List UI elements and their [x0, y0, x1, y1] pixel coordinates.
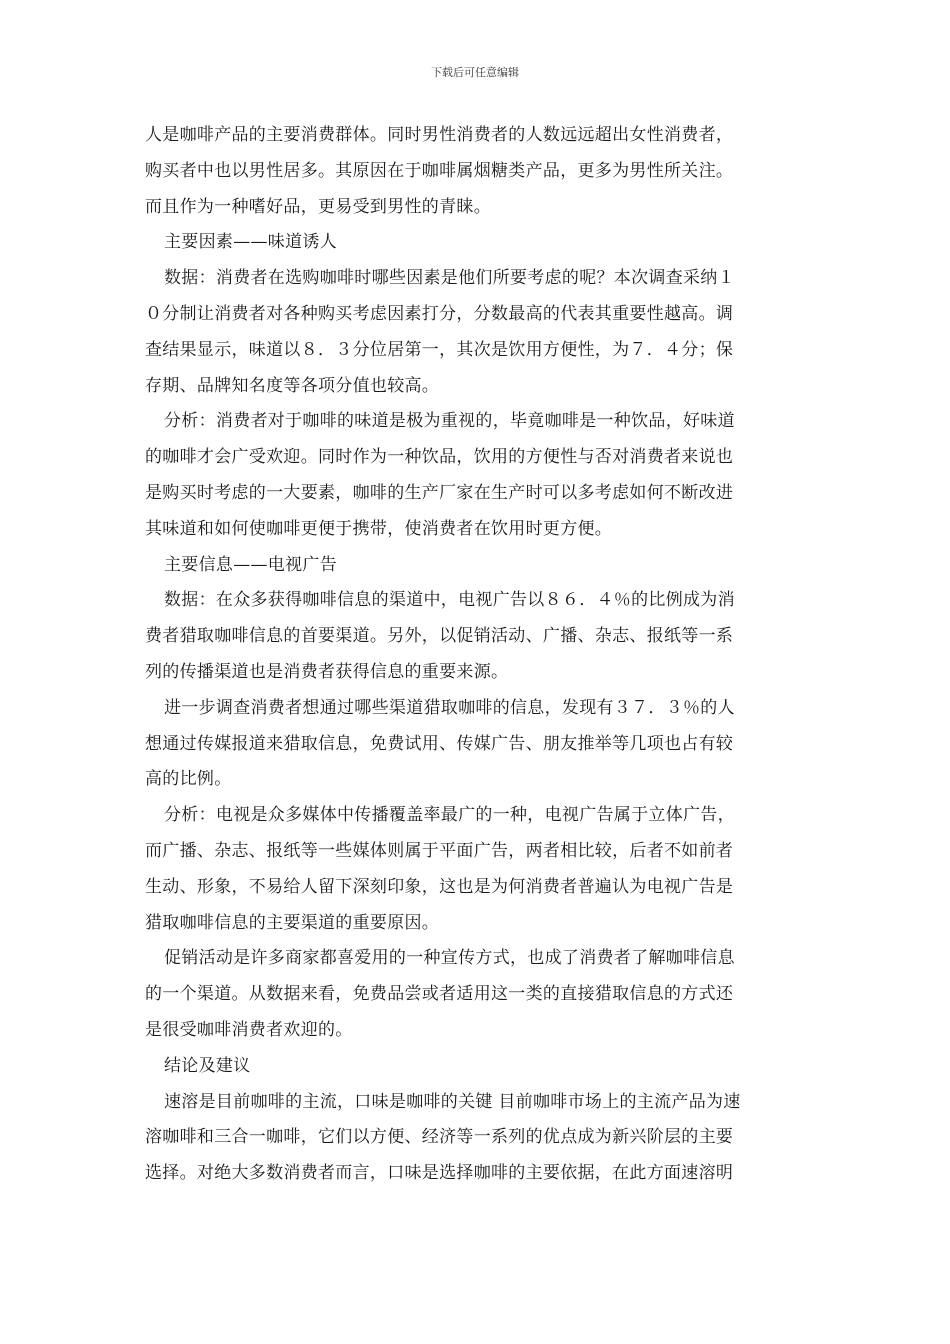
text-line: 选择。对绝大多数消费者而言，口味是选择咖啡的主要依据，在此方面速溶明: [145, 1163, 734, 1184]
text-line: 查结果显示，味道以８．３分位居第一，其次是饮用方便性，为７．４分；保: [145, 339, 734, 360]
text-line: 主要因素——味道诱人: [164, 232, 337, 253]
text-line: ０分制让消费者对各种购买考虑因素打分，分数最高的代表其重要性越高。调: [145, 303, 734, 324]
text-line: 而且作为一种嗜好品，更易受到男性的青睐。: [145, 196, 491, 217]
text-line: 主要信息——电视广告: [164, 554, 337, 575]
text-line: 生动、形象，不易给人留下深刻印象，这也是为何消费者普遍认为电视广告是: [145, 876, 734, 897]
text-line: 费者猎取咖啡信息的首要渠道。另外，以促销活动、广播、杂志、报纸等一系: [145, 626, 734, 647]
text-line: 数据：消费者在选购咖啡时哪些因素是他们所要考虑的呢？本次调查采纳１: [164, 268, 735, 289]
text-line: 的一个渠道。从数据来看，免费品尝或者适用这一类的直接猎取信息的方式还: [145, 984, 734, 1005]
text-line: 存期、品牌知名度等各项分值也较高。: [145, 375, 440, 396]
text-line: 购买者中也以男性居多。其原因在于咖啡属烟糖类产品，更多为男性所关注。: [145, 160, 734, 181]
text-line: 是很受咖啡消费者欢迎的。: [145, 1019, 353, 1040]
text-line: 猎取咖啡信息的主要渠道的重要原因。: [145, 912, 440, 933]
text-line: 结论及建议: [164, 1055, 251, 1076]
text-line: 促销活动是许多商家都喜爱用的一种宣传方式，也成了消费者了解咖啡信息: [164, 948, 735, 969]
text-line: 高的比例。: [145, 769, 232, 790]
text-line: 速溶是目前咖啡的主流，口味是咖啡的关键 目前咖啡市场上的主流产品为速: [164, 1091, 741, 1112]
text-line: 溶咖啡和三合一咖啡，它们以方便、经济等一系列的优点成为新兴阶层的主要: [145, 1127, 734, 1148]
text-line: 进一步调查消费者想通过哪些渠道猎取咖啡的信息，发现有３７．３％的人: [164, 697, 735, 718]
page-header: 下载后可任意编辑: [431, 66, 519, 79]
text-line: 数据：在众多获得咖啡信息的渠道中，电视广告以８６．４％的比例成为消: [164, 590, 735, 611]
text-line: 人是咖啡产品的主要消费群体。同时男性消费者的人数远远超出女性消费者，: [145, 125, 734, 145]
document-body: [145, 118, 809, 1192]
text-line: 想通过传媒报道来猎取信息，免费试用、传媒广告、朋友推举等几项也占有较: [145, 733, 734, 754]
text-line: 列的传播渠道也是消费者获得信息的重要来源。: [145, 661, 509, 682]
text-line: 而广播、杂志、报纸等一些媒体则属于平面广告，两者相比较，后者不如前者: [145, 840, 734, 861]
text-line: 的咖啡才会广受欢迎。同时作为一种饮品，饮用的方便性与否对消费者来说也: [145, 447, 734, 468]
text-line: 分析：电视是众多媒体中传播覆盖率最广的一种，电视广告属于立体广告，: [164, 805, 735, 826]
text-line: 其味道和如何使咖啡更便于携带，使消费者在饮用时更方便。: [145, 518, 613, 539]
text-line: 是购买时考虑的一大要素，咖啡的生产厂家在生产时可以多考虑如何不断改进: [145, 482, 734, 503]
text-line: 分析：消费者对于咖啡的味道是极为重视的，毕竟咖啡是一种饮品，好味道: [164, 411, 735, 432]
